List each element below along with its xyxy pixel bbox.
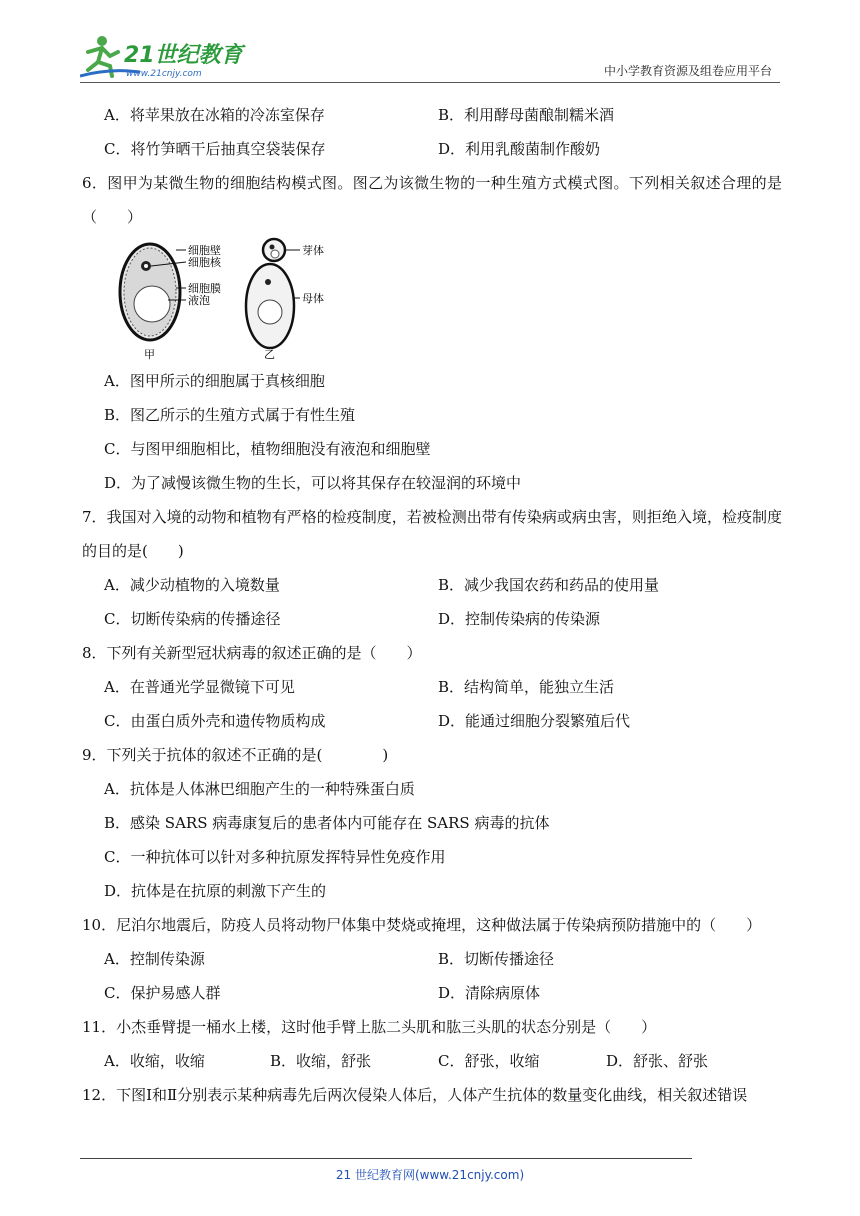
label-vacuole: 液泡: [188, 294, 210, 307]
q8-option-b[interactable]: B．结构简单，能独立生活: [438, 678, 615, 696]
q6-option-a-row: [82, 364, 782, 398]
yeast-cell-diagram: [110, 234, 340, 364]
q5-option-b[interactable]: B．利用酵母菌酿制糯米酒: [438, 106, 615, 124]
label-jia: 甲: [144, 348, 155, 361]
q6-option-c-row: [82, 432, 782, 466]
q11-option-b[interactable]: B．收缩，舒张: [270, 1052, 372, 1070]
q10-options-row1: [82, 942, 782, 976]
label-bud: 芽体: [302, 244, 324, 257]
q10-stem: 10．尼泊尔地震后，防疫人员将动物尸体集中焚烧或掩埋，这种做法属于传染病预防措施中的（ ）: [82, 916, 762, 934]
q9-option-d[interactable]: D．抗体是在抗原的刺激下产生的: [104, 882, 327, 900]
runner-logo-icon: [80, 32, 270, 80]
q9-option-b-row: [82, 806, 782, 840]
q7-options-row1: [82, 568, 782, 602]
q6-stem: 6．图甲为某微生物的细胞结构模式图。图乙为该微生物的一种生殖方式模式图。下列相关叙述合理的是（ ）: [82, 174, 782, 226]
q5-option-c[interactable]: C．将竹笋晒干后抽真空袋装保存: [104, 140, 326, 158]
q10-options-row2: [82, 976, 782, 1010]
q6-option-d[interactable]: D．为了减慢该微生物的生长，可以将其保存在较湿润的环境中: [104, 474, 522, 492]
q8-options-row1: [82, 670, 782, 704]
q6-option-a[interactable]: A．图甲所示的细胞属于真核细胞: [104, 372, 325, 390]
q8-option-d[interactable]: D．能通过细胞分裂繁殖后代: [438, 712, 631, 730]
q9-option-a[interactable]: A．抗体是人体淋巴细胞产生的一种特殊蛋白质: [104, 780, 415, 798]
q6-figure: [110, 234, 782, 364]
logo-text: 21世纪教育: [124, 43, 243, 68]
q7-options-row2: [82, 602, 782, 636]
q7-stem: 7．我国对入境的动物和植物有严格的检疫制度，若被检测出带有传染病或病虫害，则拒绝入境，检疫制度的目的是( ): [82, 508, 782, 560]
q11-stem: 11．小杰垂臂提一桶水上楼，这时他手臂上肱二头肌和肱三头肌的状态分别是（ ）: [82, 1018, 657, 1036]
q9-option-b[interactable]: B．感染 SARS 病毒康复后的患者体内可能存在 SARS 病毒的抗体: [104, 814, 550, 832]
logo-url: www.21cnjy.com: [126, 69, 202, 79]
label-yi: 乙: [264, 348, 275, 361]
site-logo[interactable]: [80, 32, 270, 80]
q9-option-d-row: [82, 874, 782, 908]
header-divider: [80, 82, 780, 83]
q5-option-a[interactable]: A．将苹果放在冰箱的冷冻室保存: [104, 106, 325, 124]
platform-name: 中小学教育资源及组卷应用平台: [603, 64, 772, 78]
q9-option-c-row: [82, 840, 782, 874]
label-cell-wall: 细胞壁: [188, 244, 221, 257]
q9-option-a-row: [82, 772, 782, 806]
q12-stem: 12．下图Ⅰ和Ⅱ分别表示某种病毒先后两次侵染人体后，人体产生抗体的数量变化曲线，相关叙述错误: [82, 1086, 748, 1104]
q6-option-c[interactable]: C．与图甲细胞相比，植物细胞没有液泡和细胞壁: [104, 440, 431, 458]
q9-stem: 9．下列关于抗体的叙述不正确的是( ): [82, 746, 389, 764]
footer-link[interactable]: 21 世纪教育网(www.21cnjy.com): [335, 1168, 525, 1182]
q7-option-d[interactable]: D．控制传染病的传染源: [438, 610, 601, 628]
q8-option-a[interactable]: A．在普通光学显微镜下可见: [104, 678, 295, 696]
label-nucleus: 细胞核: [188, 256, 221, 269]
q6-option-b-row: [82, 398, 782, 432]
q6-option-d-row: [82, 466, 782, 500]
q5-options-row1: [82, 98, 782, 132]
footer-divider: [80, 1158, 692, 1159]
q5-options-row2: [82, 132, 782, 166]
label-cell-membrane: 细胞膜: [188, 282, 221, 295]
page-header: [0, 0, 860, 84]
q11-option-a[interactable]: A．收缩，收缩: [104, 1052, 205, 1070]
q10-option-c[interactable]: C．保护易感人群: [104, 984, 221, 1002]
q10-option-a[interactable]: A．控制传染源: [104, 950, 205, 968]
q10-option-d[interactable]: D．清除病原体: [438, 984, 541, 1002]
q11-option-c[interactable]: C．舒张，收缩: [438, 1052, 540, 1070]
q7-option-a[interactable]: A．减少动植物的入境数量: [104, 576, 280, 594]
q11-options-row: [82, 1044, 782, 1078]
label-mother: 母体: [302, 292, 324, 305]
q8-options-row2: [82, 704, 782, 738]
question-content: [82, 98, 782, 1112]
q11-option-d[interactable]: D．舒张、舒张: [606, 1052, 709, 1070]
q6-option-b[interactable]: B．图乙所示的生殖方式属于有性生殖: [104, 406, 356, 424]
q8-option-c[interactable]: C．由蛋白质外壳和遗传物质构成: [104, 712, 326, 730]
q7-option-b[interactable]: B．减少我国农药和药品的使用量: [438, 576, 660, 594]
q9-option-c[interactable]: C．一种抗体可以针对多种抗原发挥特异性免疫作用: [104, 848, 446, 866]
q5-option-d[interactable]: D．利用乳酸菌制作酸奶: [438, 140, 601, 158]
q10-option-b[interactable]: B．切断传播途径: [438, 950, 555, 968]
q8-stem: 8．下列有关新型冠状病毒的叙述正确的是（ ）: [82, 644, 422, 662]
q7-option-c[interactable]: C．切断传染病的传播途径: [104, 610, 281, 628]
